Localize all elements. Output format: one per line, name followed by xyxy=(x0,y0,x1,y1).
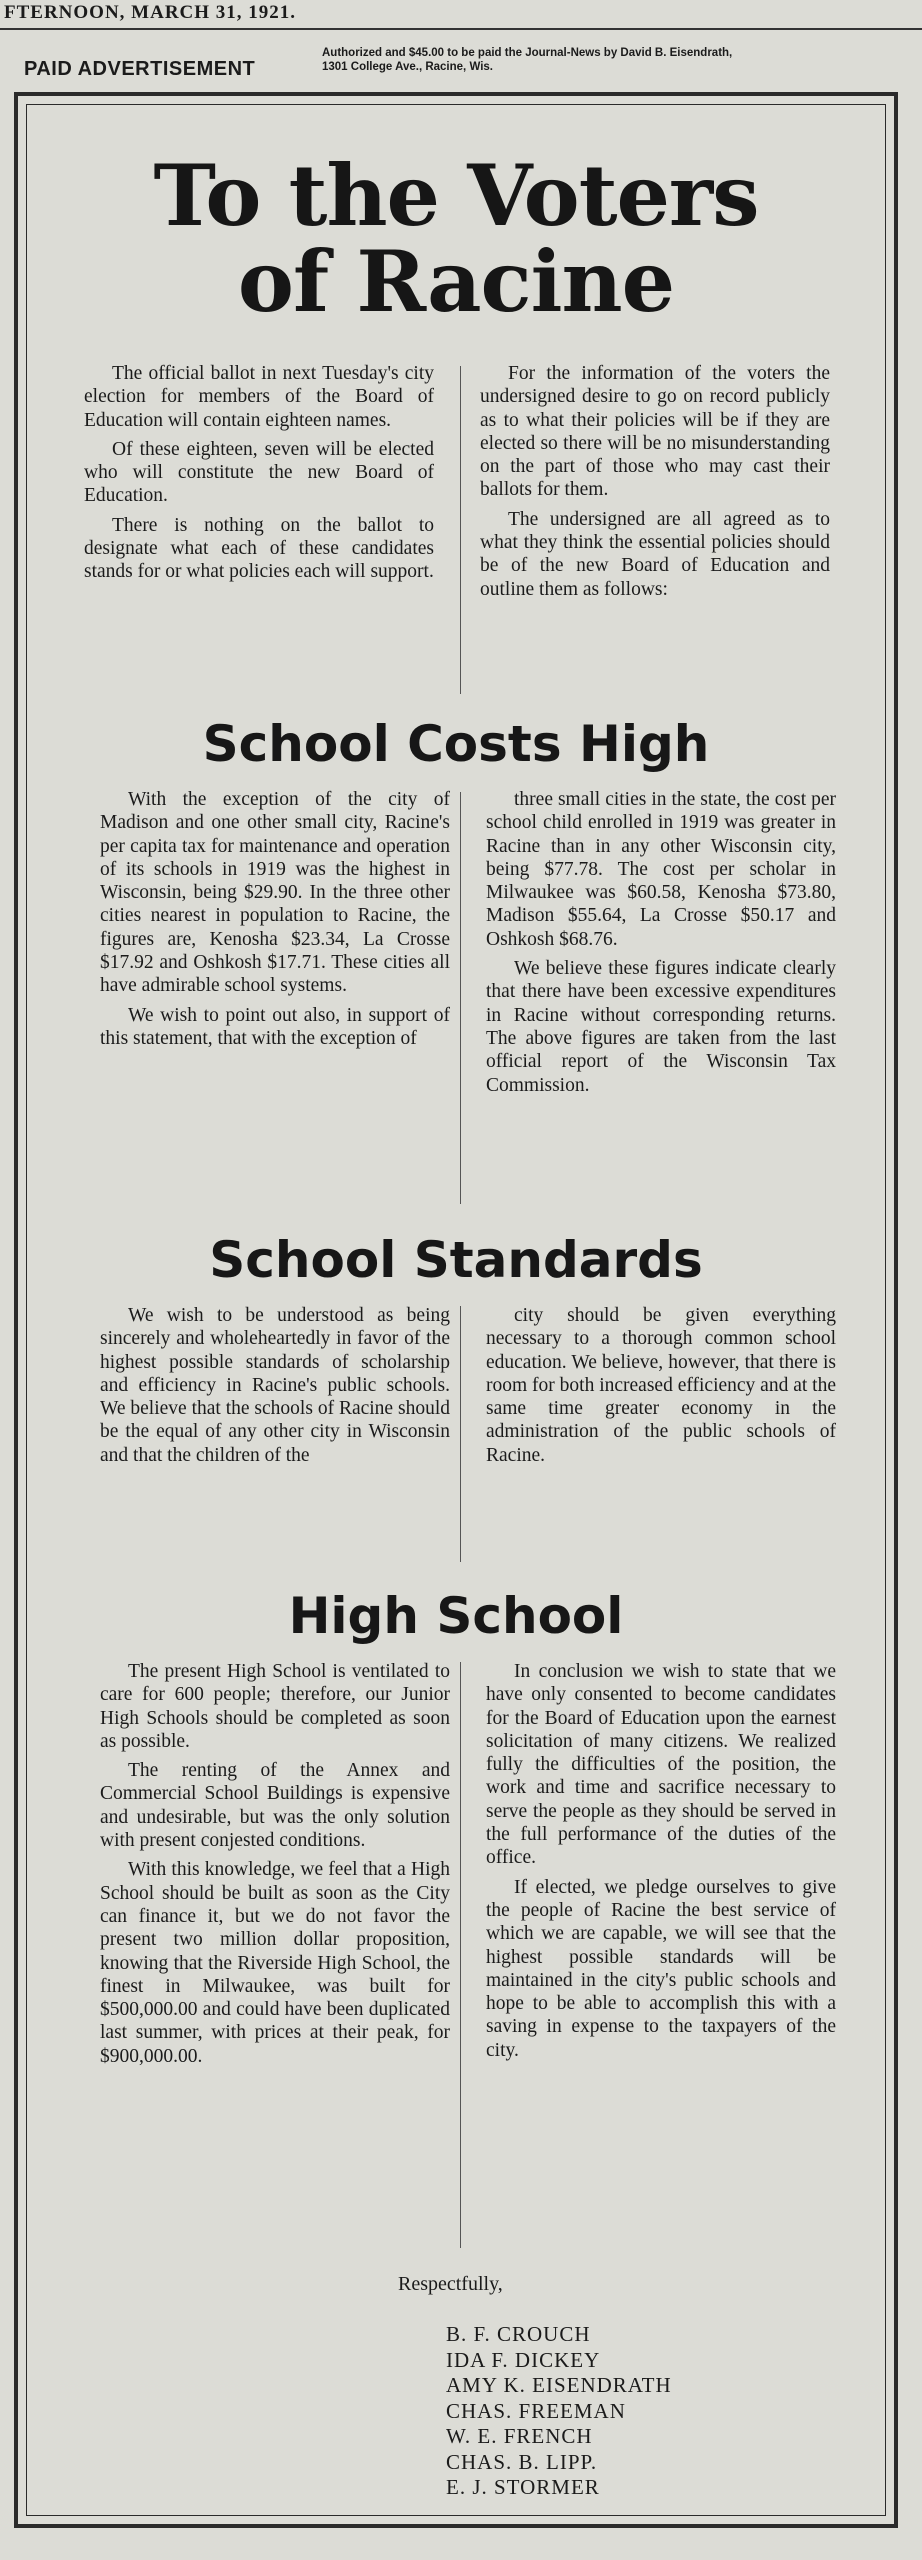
column-divider xyxy=(460,1662,461,2248)
paragraph: In conclusion we wish to state that we have only consented to become candidates for the Board of Education upon the earnest solicitation of many citizens. We realized fully the difficulties of the position, the work and time and sacrifice necessary to serve the people as they should be served in the full performance of the duties of the office. xyxy=(486,1661,836,1869)
high-school-heading: High School xyxy=(288,1587,624,1645)
school-costs-right-column xyxy=(486,788,836,1103)
school-costs-left-column xyxy=(100,788,450,1056)
authorization-line-1: Authorized and $45.00 to be paid the Journal-News by David B. Eisendrath, xyxy=(322,47,733,59)
high-school-left-column xyxy=(100,1660,450,2074)
paragraph: The present High School is ventilated to care for 600 people; therefore, our Junior High Schools should be completed as soon as possible. xyxy=(100,1661,450,1752)
closing-salutation: Respectfully, xyxy=(398,2273,503,2295)
column-divider xyxy=(460,1306,461,1562)
signer-name: W. E. FRENCH xyxy=(446,2424,593,2448)
paragraph: The official ballot in next Tuesday's city election for members of the Board of Education will contain eighteen names. xyxy=(84,363,434,431)
paragraph: Of these eighteen, seven will be elected who will constitute the new Board of Education. xyxy=(84,438,434,507)
paragraph: We wish to point out also, in support of this statement, that with the exception of xyxy=(100,1004,450,1049)
intro-right-column xyxy=(480,362,830,607)
signer-name: B. F. CROUCH xyxy=(446,2322,591,2346)
signer-name: CHAS. B. LIPP. xyxy=(446,2449,598,2474)
paragraph: There is nothing on the ballot to designate what each of these candidates stands for or what policies each will support. xyxy=(84,514,434,583)
signer-name: E. J. STORMER xyxy=(446,2475,600,2499)
top-rule xyxy=(0,28,922,30)
newspaper-dateline: FTERNOON, MARCH 31, 1921. xyxy=(4,2,297,23)
title-line-2: of Racine xyxy=(237,232,675,331)
paragraph: With this knowledge, we feel that a High School should be built as soon as the City can finance it, but we do not favor the present two million dollar proposition, knowing that the Riverside High School, the finest in Milwaukee, was built for $500,000.00 and could have been duplicated last summer, with prices at their peak, for $900,000.00. xyxy=(100,1859,450,2067)
high-school-right-column xyxy=(486,1660,836,2068)
paragraph: With the exception of the city of Madison and one other small city, Racine's per capita tax for maintenance and operation of its schools in 1919 was the highest in Wisconsin, being $29.90. In the three other cities nearest in population to Racine, the figures are, Kenosha $23.34, La Crosse $17.92 and Oshkosh $17.71. These cities all have admirable school systems. xyxy=(100,789,450,997)
paragraph: The undersigned are all agreed as to what they think the essential policies should be of the new Board of Education and outline them as follows: xyxy=(480,508,830,600)
signers-list xyxy=(446,2322,672,2501)
paragraph: The renting of the Annex and Commercial School Buildings is expensive and undesirable, but was the only solution with present conjested conditions. xyxy=(100,1760,450,1852)
paragraph: city should be given everything necessary to a thorough common school education. We believe, however, that there is room for both increased efficiency and at the same time greater economy in the administration of the public schools of Racine. xyxy=(486,1305,836,1466)
signer-name: IDA F. DICKEY xyxy=(446,2347,601,2372)
school-costs-high-heading: School Costs High xyxy=(202,715,710,773)
authorization-line-2: 1301 College Ave., Racine, Wis. xyxy=(322,61,493,73)
school-standards-heading: School Standards xyxy=(209,1231,703,1289)
paragraph: We believe these figures indicate clearly that there have been excessive expenditures in Racine without corresponding returns. The above figures are taken from the last official report of the Wisconsin Tax Commission. xyxy=(486,958,836,1096)
paragraph: For the information of the voters the undersigned desire to go on record publicly as to what their policies will be if they are elected so there will be no misunderstanding on the part of those who may cast their ballots for them. xyxy=(480,363,830,501)
paragraph: We wish to be understood as being sincerely and wholeheartedly in favor of the highest possible standards of scholarship and efficiency in Racine's public schools. We believe that the schools of Racine should be the equal of any other city in Wisconsin and that the children of the xyxy=(100,1305,450,1466)
column-divider xyxy=(460,792,461,1204)
title-line-1: To the Voters xyxy=(153,146,759,245)
authorization-notice xyxy=(322,46,902,74)
column-divider xyxy=(460,366,461,694)
intro-left-column xyxy=(84,362,434,590)
school-standards-right-column xyxy=(486,1304,836,1473)
paid-advertisement-label: PAID ADVERTISEMENT xyxy=(24,58,256,80)
paragraph: three small cities in the state, the cost per school child enrolled in 1919 was greater in Racine than in any other Wisconsin city, being $77.78. The cost per scholar in Milwaukee was $60.58, Kenosha $73.80, Madison $55.64, La Crosse $50.17 and Oshkosh $68.76. xyxy=(486,789,836,950)
signer-name: CHAS. FREEMAN xyxy=(446,2398,626,2423)
signer-name: AMY K. EISENDRATH xyxy=(446,2373,672,2397)
paragraph: If elected, we pledge ourselves to give the people of Racine the best service of which we are capable, we will see that the highest possible standards will be maintained in the city's public schools and hope to be able to accomplish this with a saving in expense to the taxpayers of the city. xyxy=(486,1876,836,2061)
school-standards-left-column xyxy=(100,1304,450,1473)
